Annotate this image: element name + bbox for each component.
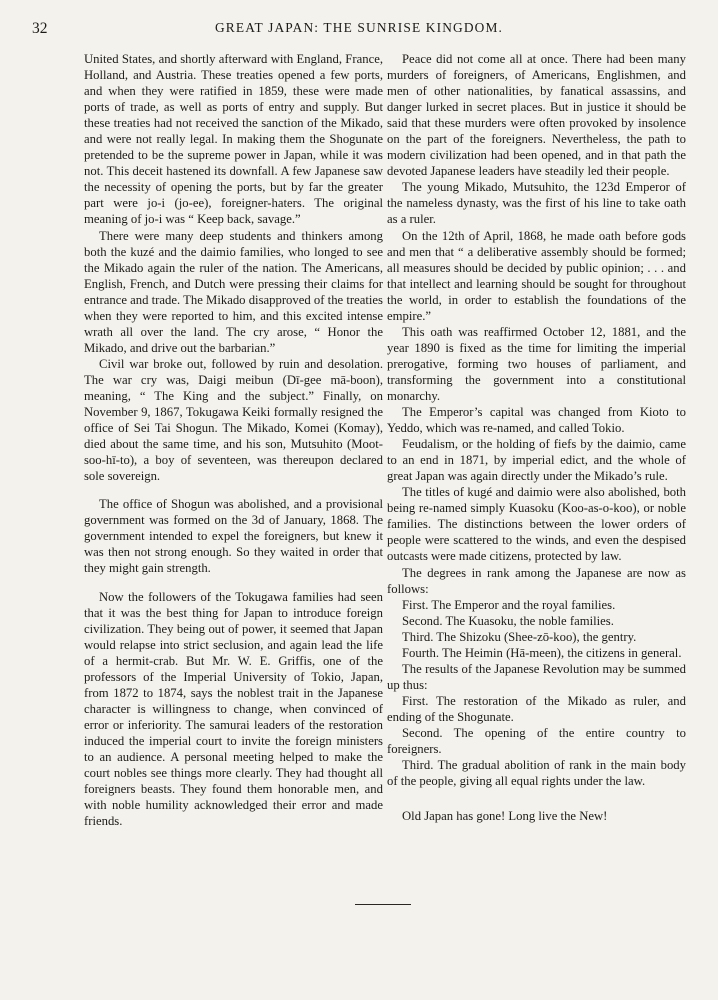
paragraph: United States, and shortly afterward with England, France, Holland, and Austria. These treaties opened a few ports, and when they were ratified in 1859, these were made ports of trade, as well as ports of entry and supply. But these treaties had not received the sanction of the Mikado, and were not really legal. In making them the Shogunate pretended to be the supreme power in Japan, while it was not. This deceit hastened its downfall. A few Japanese saw the necessity of opening the ports, but by far the greater part were jo-i (jo-ee), foreigner-haters. The original meaning of jo-i was “ Keep back, savage.” — [84, 52, 383, 227]
paragraph: There were many deep students and thinkers among both the kuzé and the daimio families, who longed to see the Mikado again the ruler of the nation. The Americans, English, French, and Dutch were pressing their claims for entrance and trade. The Mikado disapproved of the treaties when they were reported to him, and this excited intense wrath all over the land. The cry arose, “ Honor the Mikado, and drive out the barbarian.” — [84, 228, 383, 355]
list-item: First. The restoration of the Mikado as ruler, and ending of the Shogunate. — [387, 693, 686, 724]
paragraph: The degrees in rank among the Japanese are now as follows: — [387, 565, 686, 596]
running-title: GREAT JAPAN: THE SUNRISE KINGDOM. — [214, 20, 504, 35]
paragraph: Peace did not come all at once. There had been many murders of foreigners, of Americans, Englishmen, and men of other nationalities, by fanatical assassins, and danger lurked in secret places. But in justice it should be said that these murders were often provoked by insolence on the part of the foreigners. Nevertheless, the path to modern civilization had been opened, and in that path the devoted Japanese leaders have steadily led their people. — [387, 52, 686, 179]
list-item: Second. The Kuasoku, the noble families. — [402, 613, 614, 628]
paragraph: The Emperor’s capital was changed from Kioto to Yeddo, which was re-named, and called Tokio. — [387, 405, 686, 436]
end-rule — [355, 904, 411, 905]
paragraph: The titles of kugé and daimio were also abolished, both being re-named simply Kuasoku (Koo-as-o-koo), or noble families. The distinctions between the lower orders of people were scattered to the winds, and even the despised outcasts were made citizens, protected by law. — [387, 485, 686, 564]
left-column — [84, 51, 383, 829]
list-item: Second. The opening of the entire country to foreigners. — [387, 725, 686, 757]
page-header — [32, 20, 686, 42]
list-item: Fourth. The Heimin (Hā-meen), the citizens in general. — [402, 645, 682, 660]
paragraph: The results of the Japanese Revolution may be summed up thus: — [387, 661, 686, 692]
paragraph: The young Mikado, Mutsuhito, the 123d Emperor of the nameless dynasty, was the first of his line to take oath as a ruler. — [387, 180, 686, 227]
paragraph: Feudalism, or the holding of fiefs by the daimio, came to an end in 1871, by imperial edict, and the whole of great Japan was again directly under the Mikado’s rule. — [387, 437, 686, 484]
right-column — [387, 51, 686, 824]
list-item: Third. The Shizoku (Shee-zō-koo), the gentry. — [402, 629, 637, 644]
closing-line: Old Japan has gone! Long live the New! — [402, 809, 608, 824]
paragraph: Civil war broke out, followed by ruin and desolation. The war cry was, Daigi meibun (Dī-gee mā-boon), meaning, “ The King and the subject.” Finally, on November 9, 1867, Tokugawa Keiki formally resigned the office of Sei Tai Shogun. The Mikado, Komei (Komay), died about the same time, and his son, Mutsuhito (Moot-soo-hī-to), a boy of seventeen, was thereupon declared sole sovereign. — [84, 356, 383, 484]
paragraph: The office of Shogun was abolished, and a provisional government was formed on the 3d of January, 1868. The government intended to expel the foreigners, but knew it was then not strong enough. So they waited in order that they might gain strength. — [84, 497, 383, 576]
page-number: 32 — [32, 20, 48, 37]
paragraph: Now the followers of the Tokugawa families had seen that it was the best thing for Japan to introduce foreign civilization. They being out of power, it seemed that Japan would relapse into strict seclusion, and again lead the life of a hermit-crab. But Mr. W. E. Griffis, one of the professors of the Imperial University of Tokio, Japan, from 1872 to 1874, says the noblest trait in the Japanese character is willingness to change, when convinced of error or inferiority. The samurai leaders of the restoration induced the imperial court to invite the foreign ministers to an audience. A personal meeting helped to make the court nobles see things more clearly. They had thought all foreigners beasts. They found them honorable men, and with noble humility acknowledged their error and made friends. — [84, 589, 383, 829]
paragraph: This oath was reaffirmed October 12, 1881, and the year 1890 is fixed as the time for limiting the imperial prerogative, forming two houses of parliament, and transforming the government into a constitutional monarchy. — [387, 324, 686, 403]
list-item: First. The Emperor and the royal families. — [402, 597, 616, 612]
paragraph: On the 12th of April, 1868, he made oath before gods and men that “ a deliberative assembly should be formed; all measures should be decided by public opinion; . . . and that intellect and learning should be sought for throughout the world, in order to establish the foundations of the empire.” — [387, 228, 686, 323]
list-item: Third. The gradual abolition of rank in the main body of the people, giving all equal rights under the law. — [387, 758, 686, 789]
